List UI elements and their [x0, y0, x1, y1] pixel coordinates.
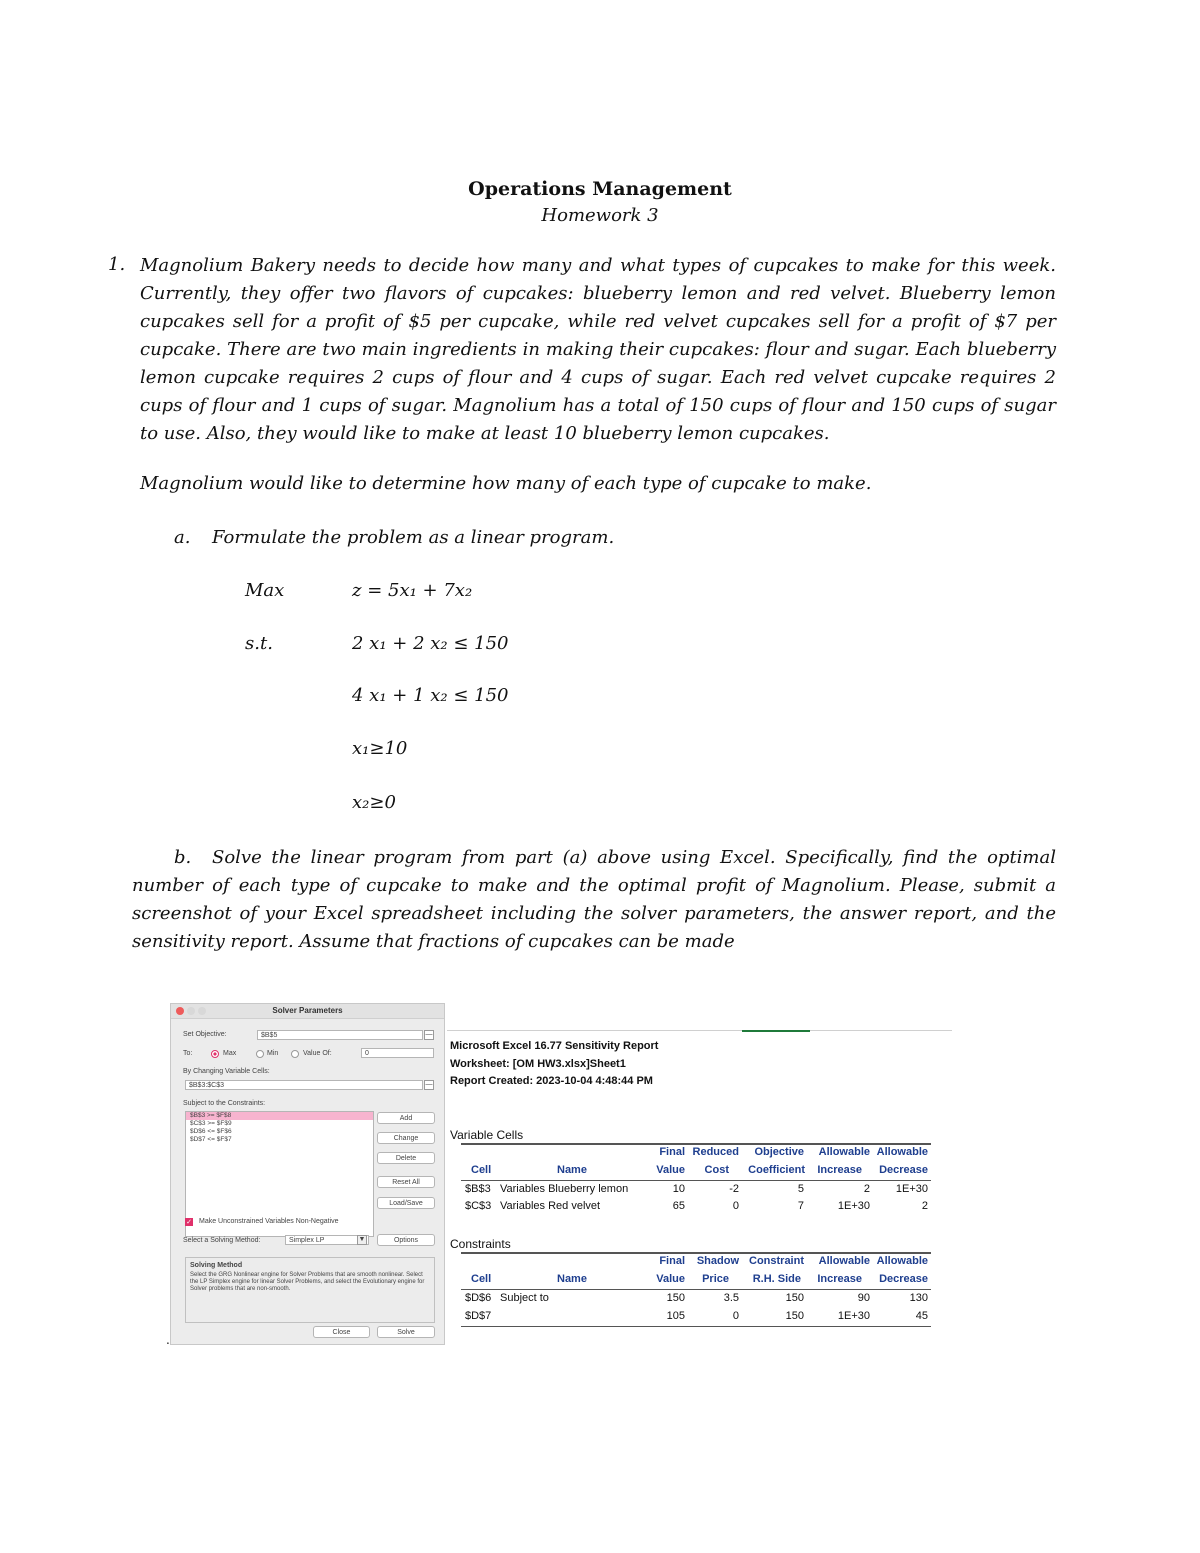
table-cell: 0: [732, 1200, 739, 1212]
constraint-item[interactable]: $D$7 <= $F$7: [190, 1136, 232, 1143]
table-cell: 150: [666, 1292, 685, 1304]
table-cell: 1E+30: [837, 1200, 870, 1212]
constraint-item[interactable]: $D$6 <= $F$6: [190, 1128, 232, 1135]
table-cell: 0: [732, 1310, 739, 1322]
table-cell: -2: [729, 1183, 739, 1195]
table-rule: [461, 1143, 931, 1145]
col-header: Value: [656, 1273, 685, 1285]
constraints-title: Constraints: [450, 1237, 511, 1251]
dropdown-arrow-icon[interactable]: ▼: [358, 1236, 366, 1243]
col-header: Value: [656, 1164, 685, 1176]
value-of-label: Value Of:: [303, 1050, 332, 1057]
table-cell: 1E+30: [895, 1183, 928, 1195]
nonneg-checkbox[interactable]: ✓: [186, 1219, 192, 1226]
col-header: Price: [702, 1273, 729, 1285]
value-of-input[interactable]: 0: [361, 1048, 434, 1058]
document-subtitle: Homework 3: [541, 205, 659, 226]
table-rule: [461, 1326, 931, 1327]
minimize-window-icon[interactable]: [187, 1007, 195, 1015]
col-header: Cell: [471, 1164, 492, 1176]
constraint-item[interactable]: $C$3 >= $F$9: [190, 1120, 232, 1127]
solver-parameters-dialog: [170, 1003, 445, 1345]
value-of-radio[interactable]: [291, 1050, 299, 1058]
col-header: Objective: [754, 1146, 804, 1158]
col-header: Allowable: [818, 1255, 870, 1267]
table-rule: [461, 1180, 931, 1181]
lp-constraint-1: 2 x₁ + 2 x₂ ≤ 150: [352, 633, 509, 654]
col-header: Increase: [817, 1164, 862, 1176]
add-button[interactable]: Add: [377, 1112, 435, 1124]
col-header: Name: [557, 1164, 587, 1176]
col-header: Reduced: [692, 1146, 739, 1158]
stray-mark: .: [166, 1333, 170, 1347]
col-header: Decrease: [879, 1273, 928, 1285]
table-cell: 10: [672, 1183, 685, 1195]
col-header: Final: [659, 1255, 685, 1267]
table-cell: 2: [921, 1200, 928, 1212]
reset-all-button[interactable]: Reset All: [377, 1176, 435, 1188]
variable-cells-title: Variable Cells: [450, 1128, 524, 1142]
constraint-item[interactable]: $B$3 >= $F$8: [186, 1112, 373, 1120]
report-line-1: Microsoft Excel 16.77 Sensitivity Report: [450, 1040, 659, 1052]
document-title: Operations Management: [468, 178, 732, 200]
options-button[interactable]: Options: [377, 1234, 435, 1246]
table-cell: 5: [797, 1183, 804, 1195]
table-cell: Variables Red velvet: [500, 1200, 601, 1212]
col-header: Name: [557, 1273, 587, 1285]
lp-constraint-4: x₂≥0: [352, 792, 396, 813]
table-cell: 150: [785, 1310, 804, 1322]
set-objective-input[interactable]: $B$5: [257, 1030, 423, 1040]
table-cell: 45: [915, 1310, 928, 1322]
table-cell: 90: [857, 1292, 870, 1304]
table-cell: $D$6: [465, 1292, 492, 1304]
col-header: Decrease: [879, 1164, 928, 1176]
max-radio[interactable]: [211, 1050, 219, 1058]
table-cell: 65: [672, 1200, 685, 1212]
solve-button[interactable]: Solve: [377, 1326, 435, 1338]
table-rule: [461, 1289, 931, 1290]
table-cell: $C$3: [465, 1200, 492, 1212]
part-a-letter: a.: [174, 527, 191, 548]
method-label: Select a Solving Method:: [183, 1237, 261, 1244]
to-label: To:: [183, 1050, 193, 1057]
table-cell: 130: [909, 1292, 928, 1304]
part-b-text: Solve the linear program from part (a) above using Excel. Specifically, find the optimal number of each type of cupcake to make and the optimal profit of Magnolium. Please, submit a screenshot of your Excel spreadsheet including the solver parameters, the answer report, and the sensitivity report. Assume that fractions of cupcakes can be made: [132, 847, 1056, 952]
min-radio[interactable]: [256, 1050, 264, 1058]
sheet-header-bar: [447, 1030, 952, 1035]
col-header: Coefficient: [748, 1164, 805, 1176]
col-header: Allowable: [818, 1146, 870, 1158]
close-window-icon[interactable]: [176, 1007, 184, 1015]
nonneg-label: Make Unconstrained Variables Non-Negative: [199, 1218, 339, 1225]
report-line-2: Worksheet: [OM HW3.xlsx]Sheet1: [450, 1058, 626, 1070]
delete-button[interactable]: Delete: [377, 1152, 435, 1164]
solving-method-select[interactable]: Simplex LP: [285, 1235, 369, 1245]
part-a-text: Formulate the problem as a linear program.: [212, 527, 615, 548]
collapse-dialog-icon[interactable]: —: [425, 1031, 433, 1038]
table-rule: [461, 1252, 931, 1254]
changing-cells-label: By Changing Variable Cells:: [183, 1068, 270, 1075]
solver-title: Solver Parameters: [272, 1006, 343, 1015]
lp-constraint-3: x₁≥10: [352, 738, 408, 759]
set-objective-label: Set Objective:: [183, 1031, 227, 1038]
col-header: Increase: [817, 1273, 862, 1285]
table-cell: $B$3: [465, 1183, 491, 1195]
part-b-letter: b.: [174, 847, 192, 868]
col-header: Shadow: [696, 1255, 739, 1267]
max-label: Max: [223, 1050, 237, 1057]
col-header: Allowable: [876, 1146, 928, 1158]
lp-max-label: Max: [245, 580, 285, 601]
question-number: 1.: [108, 254, 126, 275]
change-button[interactable]: Change: [377, 1132, 435, 1144]
load-save-button[interactable]: Load/Save: [377, 1197, 435, 1209]
min-label: Min: [267, 1050, 279, 1057]
table-cell: 2: [863, 1183, 870, 1195]
sheet-active-column-indicator: [742, 1030, 810, 1032]
table-cell: 1E+30: [837, 1310, 870, 1322]
col-header: R.H. Side: [752, 1273, 801, 1285]
col-header: Cell: [471, 1273, 492, 1285]
table-cell: Subject to: [500, 1292, 549, 1304]
zoom-window-icon[interactable]: [198, 1007, 206, 1015]
table-cell: Variables Blueberry lemon: [500, 1183, 629, 1195]
col-header: Allowable: [876, 1255, 928, 1267]
table-cell: 7: [797, 1200, 804, 1212]
col-header: Cost: [704, 1164, 729, 1176]
constraints-label: Subject to the Constraints:: [183, 1100, 266, 1107]
part-b-paragraph: [132, 844, 1056, 956]
table-cell: $D$7: [465, 1310, 492, 1322]
col-header: Constraint: [749, 1255, 804, 1267]
solving-method-box: [185, 1257, 435, 1323]
table-cell: 150: [785, 1292, 804, 1304]
table-cell: 3.5: [723, 1292, 739, 1304]
col-header: Final: [659, 1146, 685, 1158]
changing-cells-input[interactable]: $B$3:$C$3: [185, 1080, 423, 1090]
table-cell: 105: [666, 1310, 685, 1322]
collapse-dialog-icon-2[interactable]: —: [425, 1081, 433, 1088]
lp-st-label: s.t.: [245, 633, 273, 654]
sensitivity-report: [447, 1030, 952, 1330]
close-button[interactable]: Close: [313, 1326, 370, 1338]
solving-method-title: Solving Method: [190, 1262, 243, 1269]
report-line-3: Report Created: 2023-10-04 4:48:44 PM: [450, 1075, 653, 1087]
solving-method-text: Select the GRG Nonlinear engine for Solver Problems that are smooth nonlinear. Select the LP Simplex engine for linear Solver Problems, and select the Evolutionary engine for Solver problems that are non-smooth.: [190, 1272, 425, 1292]
question-paragraph: Magnolium Bakery needs to decide how many and what types of cupcakes to make for this week. Currently, they offer two flavors of cupcakes: blueberry lemon and red velvet. Blueberry lemon cupcakes sell for a profit of $5 per cupcake, while red velvet cupcakes sell for a profit of $7 per cupcake. There are two main ingredients in making their cupcakes: flour and sugar. Each blueberry lemon cupcake requires 2 cups of flour and 4 cups of sugar. Each red velvet cupcake requires 2 cups of flour and 1 cups of sugar. Magnolium has a total of 150 cups of flour and 150 cups of sugar to use. Also, they would like to make at least 10 blueberry lemon cupcakes.: [140, 255, 1056, 444]
lp-constraint-2: 4 x₁ + 1 x₂ ≤ 150: [352, 685, 509, 706]
question-paragraph-2: Magnolium would like to determine how many of each type of cupcake to make.: [140, 473, 872, 494]
lp-objective: z = 5x₁ + 7x₂: [352, 580, 473, 601]
solver-titlebar: [171, 1004, 444, 1019]
